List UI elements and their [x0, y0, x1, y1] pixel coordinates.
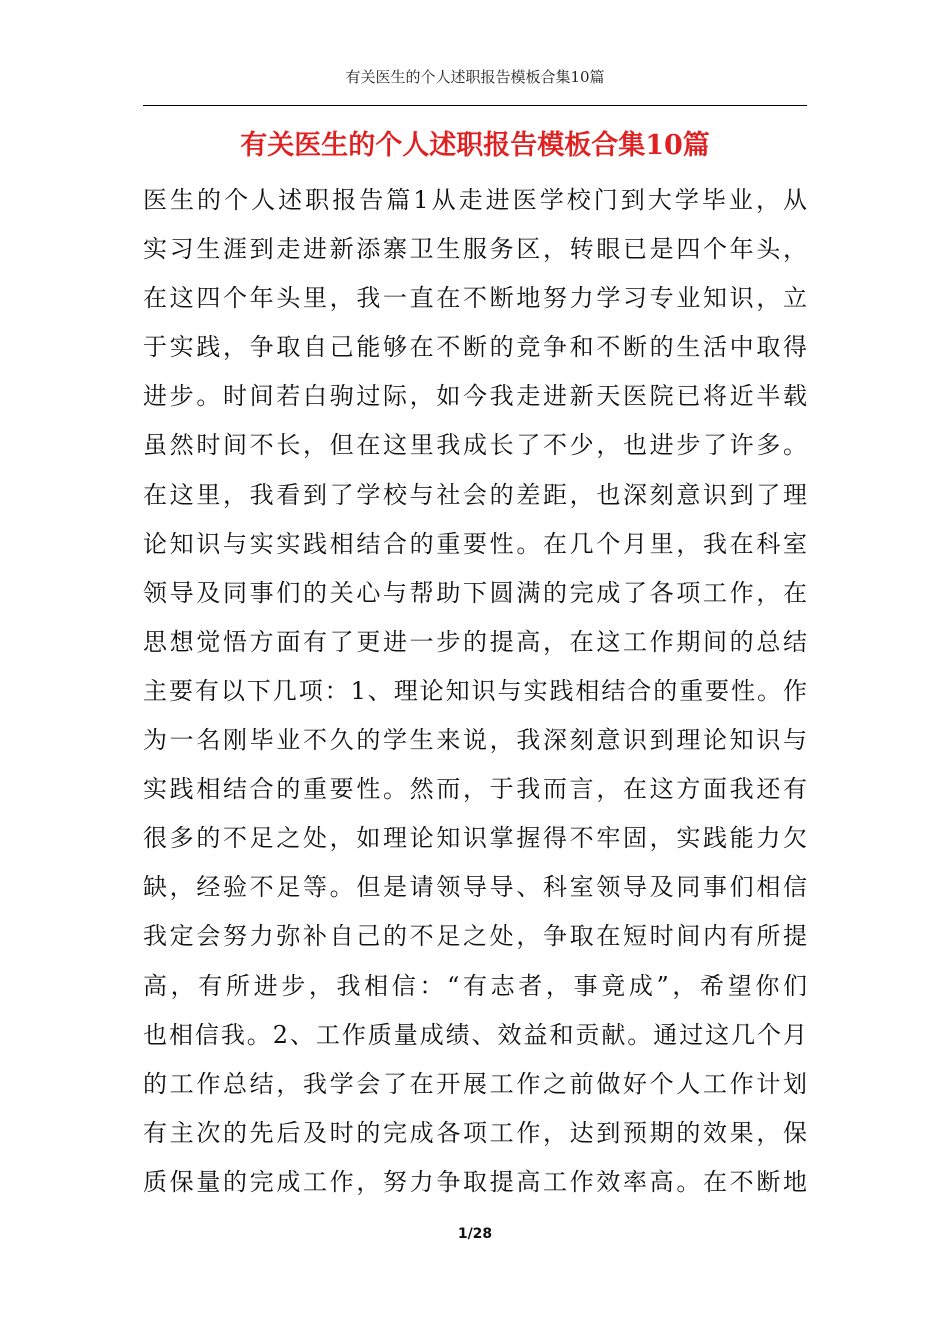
text-line: 于实践，争取自己能够在不断的竞争和不断的生活中取得 — [143, 333, 807, 362]
text-line: 高，有所进步，我相信：“有志者，事竟成”，希望你们 — [143, 971, 807, 1000]
text-line: 虽然时间不长，但在这里我成长了不少，也进步了许多。 — [143, 431, 807, 460]
text-line: 医生的个人述职报告篇1从走进医学校门到大学毕业，从 — [143, 186, 807, 214]
text-line: 我定会努力弥补自己的不足之处，争取在短时间内有所提 — [143, 922, 807, 951]
text-line: 思想觉悟方面有了更进一步的提高，在这工作期间的总结 — [143, 627, 807, 656]
body-text — [143, 176, 807, 1207]
text-line: 主要有以下几项：1、理论知识与实践相结合的重要性。作 — [143, 676, 807, 705]
text-line: 缺，经验不足等。但是请领导导、科室领导及同事们相信 — [143, 873, 807, 902]
text-line: 的工作总结，我学会了在开展工作之前做好个人工作计划 — [143, 1069, 807, 1098]
text-line: 很多的不足之处，如理论知识掌握得不牢固，实践能力欠 — [143, 824, 807, 853]
text-line: 也相信我。2、工作质量成绩、效益和贡献。通过这几个月 — [143, 1020, 807, 1049]
running-header: 有关医生的个人述职报告模板合集10篇 — [345, 68, 605, 86]
text-line: 为一名刚毕业不久的学生来说，我深刻意识到理论知识与 — [143, 726, 807, 755]
text-line: 有主次的先后及时的完成各项工作，达到预期的效果，保 — [143, 1118, 807, 1147]
text-line: 质保量的完成工作，努力争取提高工作效率高。在不断地 — [143, 1167, 807, 1196]
text-line: 在这里，我看到了学校与社会的差距，也深刻意识到了理 — [143, 480, 807, 509]
text-line: 实习生涯到走进新添寨卫生服务区，转眼已是四个年头， — [143, 235, 807, 264]
text-line: 进步。时间若白驹过际，如今我走进新天医院已将近半载 — [143, 382, 807, 411]
header-divider — [143, 105, 807, 106]
document-title: 有关医生的个人述职报告模板合集10篇 — [240, 130, 710, 161]
text-line: 论知识与实实践相结合的重要性。在几个月里，我在科室 — [143, 529, 807, 558]
page-number: 1/28 — [457, 1226, 493, 1242]
text-line: 在这四个年头里，我一直在不断地努力学习专业知识，立 — [143, 284, 807, 313]
text-line: 领导及同事们的关心与帮助下圆满的完成了各项工作，在 — [143, 578, 807, 607]
text-line: 实践相结合的重要性。然而，于我而言，在这方面我还有 — [143, 775, 807, 804]
